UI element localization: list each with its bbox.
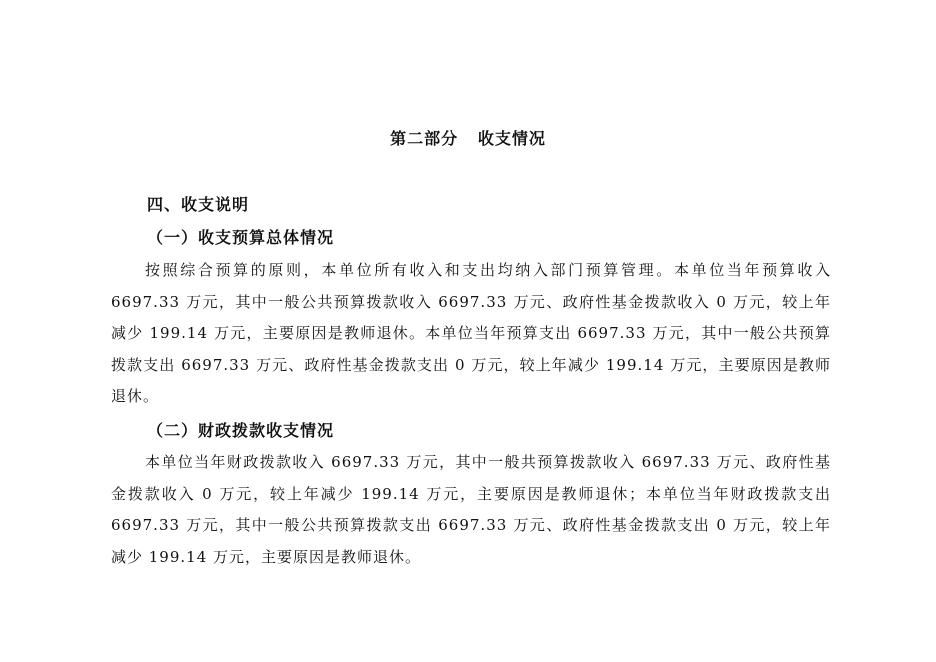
section-heading: 四、收支说明 (147, 195, 250, 214)
part-title: 第二部分 收支情况 (390, 129, 546, 148)
subsection-heading-budget-overview: （一）收支预算总体情况 (147, 228, 335, 247)
paragraph-budget-overview: 按照综合预算的原则，本单位所有收入和支出均纳入部门预算管理。本单位当年预算收入 6697.33 万元，其中一般公共预算拨款收入 6697.33 万元、政府性基金拨款收入 0 万元，较上年减少 199.14 万元，主要原因是教师退休。本单位当年预算支出 6697.33 万元，其中一般公共预算拨款支出 6697.33 万元、政府性基金拨款支出 0 万元，较上年减少 199.14 万元，主要原因是教师退休。 (111, 261, 831, 405)
paragraph-fiscal-appropriation: 本单位当年财政拨款收入 6697.33 万元，其中一般共预算拨款收入 6697.33 万元、政府性基金拨款收入 0 万元，较上年减少 199.14 万元，主要原因是教师退休；本单位当年财政拨款支出 6697.33 万元，其中一般公共预算拨款支出 6697.33 万元、政府性基金拨款支出 0 万元，较上年减少 199.14 万元，主要原因是教师退休。 (111, 453, 831, 566)
subsection-heading-fiscal-appropriation: （二）财政拨款收支情况 (147, 421, 335, 440)
